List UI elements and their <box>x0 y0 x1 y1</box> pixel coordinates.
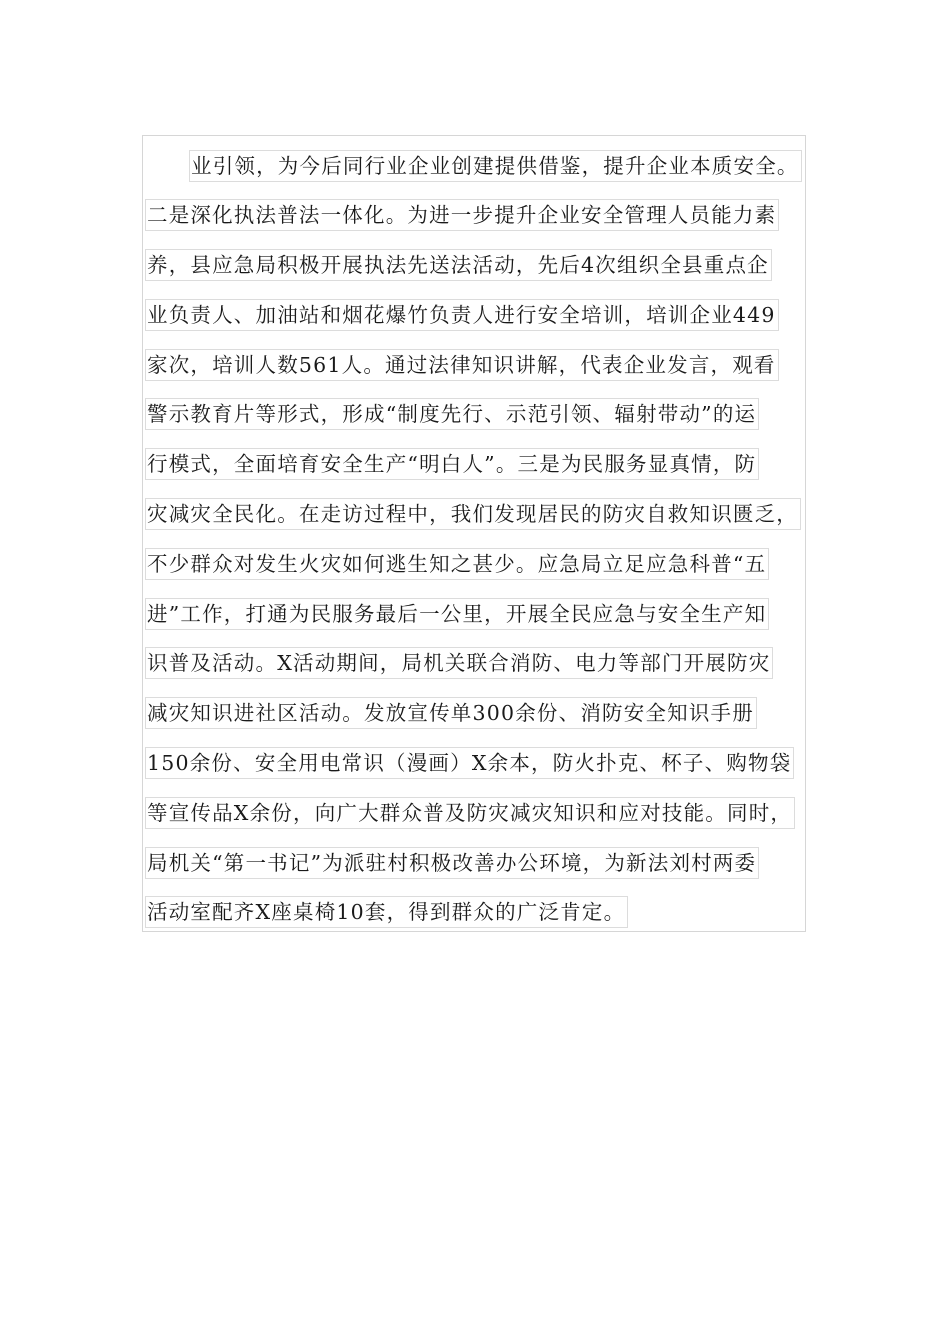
text-line-content: 活动室配齐X座桌椅10套，得到群众的广泛肯定。 <box>145 896 628 928</box>
text-line-content: 家次，培训人数561人。通过法律知识讲解，代表企业发言，观看 <box>145 349 779 381</box>
text-line-content: 减灾知识进社区活动。发放宣传单300余份、消防安全知识手册 <box>145 697 757 729</box>
text-line <box>145 289 815 339</box>
text-line <box>145 439 815 489</box>
text-line-content: 行模式，全面培育安全生产“明白人”。三是为民服务显真情，防 <box>145 448 759 480</box>
text-line <box>145 887 815 937</box>
text-line-content: 养，县应急局积极开展执法先送法活动，先后4次组织全县重点企 <box>145 249 772 281</box>
text-line <box>145 638 815 688</box>
text-line <box>145 190 815 240</box>
text-line-content: 灾减灾全民化。在走访过程中，我们发现居民的防灾自救知识匮乏， <box>145 498 801 530</box>
text-line-content: 二是深化执法普法一体化。为进一步提升企业安全管理人员能力素 <box>145 199 779 231</box>
text-line <box>145 339 815 389</box>
text-line <box>145 688 815 738</box>
text-line <box>145 538 815 588</box>
text-line <box>145 787 815 837</box>
text-line-content: 识普及活动。X活动期间，局机关联合消防、电力等部门开展防灾 <box>145 647 773 679</box>
text-line-content: 等宣传品X余份，向广大群众普及防灾减灾知识和应对技能。同时， <box>145 797 795 829</box>
text-line-content: 150余份、安全用电常识（漫画）X余本，防火扑克、杯子、购物袋 <box>145 747 794 779</box>
text-line-content: 业负责人、加油站和烟花爆竹负责人进行安全培训，培训企业449 <box>145 299 779 331</box>
text-line-content: 局机关“第一书记”为派驻村积极改善办公环境，为新法刘村两委 <box>145 847 759 879</box>
text-line <box>145 489 815 539</box>
text-line <box>145 140 815 190</box>
text-line <box>145 389 815 439</box>
text-line-content: 不少群众对发生火灾如何逃生知之甚少。应急局立足应急科普“五 <box>145 548 769 580</box>
text-line-content: 业引领，为今后同行业企业创建提供借鉴，提升企业本质安全。 <box>189 150 802 182</box>
document-body <box>145 140 815 937</box>
text-line <box>145 588 815 638</box>
text-line <box>145 738 815 788</box>
text-line-content: 警示教育片等形式，形成“制度先行、示范引领、辐射带动”的运 <box>145 398 759 430</box>
text-line <box>145 240 815 290</box>
text-line-content: 进”工作，打通为民服务最后一公里，开展全民应急与安全生产知 <box>145 598 769 630</box>
text-line <box>145 837 815 887</box>
